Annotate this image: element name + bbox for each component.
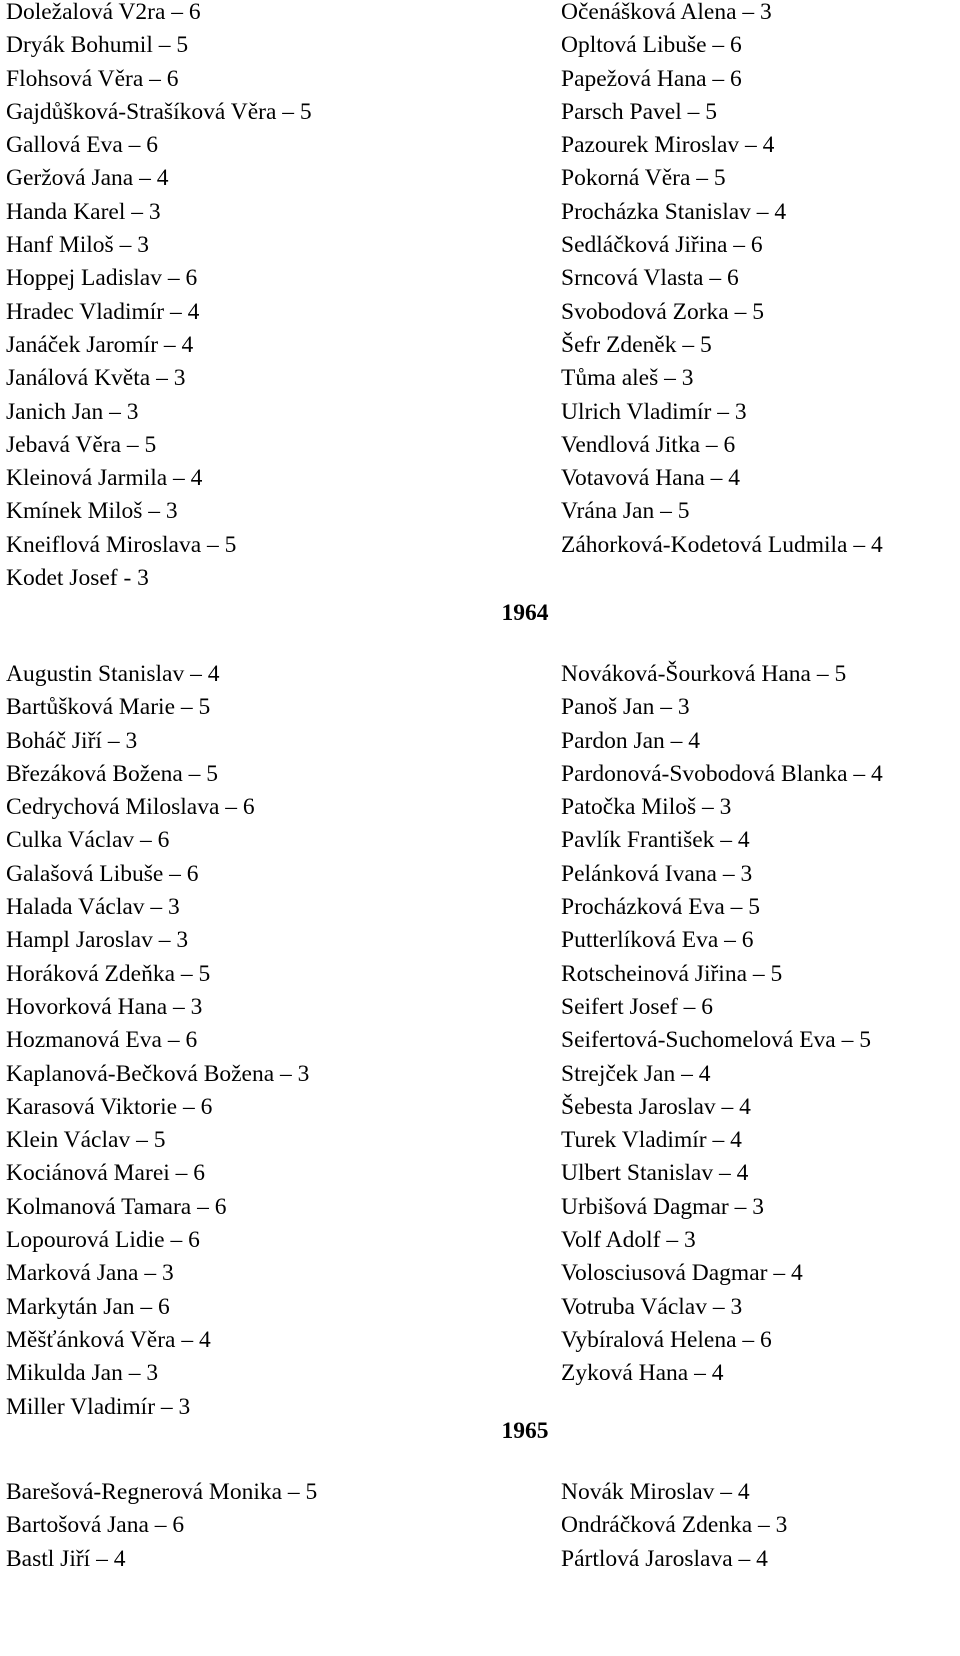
list-item: Záhorková-Kodetová Ludmila – 4 [561,531,883,558]
column-right [561,0,883,562]
column-left [6,1476,317,1576]
list-item: Gallová Eva – 6 [6,132,159,159]
list-item: Barešová-Regnerová Monika – 5 [6,1479,318,1505]
list-item: Panoš Jan – 3 [561,694,690,721]
list-item: Culka Václav – 6 [6,827,170,854]
list-item: Halada Václav – 3 [6,894,180,921]
list-item: Turek Vladimír – 4 [561,1127,742,1154]
list-item: Hanf Miloš – 3 [6,232,149,259]
list-item: Očenášková Alena – 3 [561,0,772,25]
list-item: Ulrich Vladimír – 3 [561,398,747,425]
list-item: Rotscheinová Jiřina – 5 [561,960,783,987]
list-item: Votruba Václav – 3 [561,1293,743,1320]
list-item: Handa Karel – 3 [6,198,161,225]
section-1963 [6,0,956,596]
list-item: Vybíralová Helena – 6 [561,1326,772,1353]
list-item: Šebesta Jaroslav – 4 [561,1093,751,1120]
list-item: Pokorná Věra – 5 [561,165,726,192]
list-item: Ondráčková Zdenka – 3 [561,1512,788,1539]
column-right [561,1476,787,1576]
year-heading-1965: 1965 [501,1418,549,1444]
list-item: Mikulda Jan – 3 [6,1360,159,1387]
list-item: Papežová Hana – 6 [561,65,742,92]
list-item: Bartůšková Marie – 5 [6,694,211,721]
list-item: Kaplanová-Bečková Božena – 3 [6,1060,310,1087]
list-item: Bartošová Jana – 6 [6,1512,185,1539]
list-item: Volosciusová Dagmar – 4 [561,1260,803,1287]
list-item: Putterlíková Eva – 6 [561,927,754,954]
section-1964 [6,658,956,1428]
column-right [561,658,883,1391]
list-item: Ulbert Stanislav – 4 [561,1160,749,1187]
list-item: Kneiflová Miroslava – 5 [6,531,237,558]
list-item: Seifert Josef – 6 [561,993,714,1020]
column-left [6,0,312,595]
list-item: Lopourová Lidie – 6 [6,1227,200,1254]
list-item: Vrána Jan – 5 [561,498,690,525]
list-item: Bastl Jiří – 4 [6,1545,126,1572]
list-item: Pardonová-Svobodová Blanka – 4 [561,760,883,787]
year-heading-1964: 1964 [501,600,549,626]
list-item: Volf Adolf – 3 [561,1227,696,1254]
list-item: Doležalová V2ra – 6 [6,0,201,25]
list-item: Karasová Viktorie – 6 [6,1093,213,1120]
list-item: Svobodová Zorka – 5 [561,298,764,325]
list-item: Gajdůšková-Strašíková Věra – 5 [6,98,312,125]
list-item: Boháč Jiří – 3 [6,727,138,754]
list-item: Hovorková Hana – 3 [6,993,203,1020]
list-item: Březáková Božena – 5 [6,760,219,787]
list-item: Hampl Jaroslav – 3 [6,927,189,954]
list-item: Pardon Jan – 4 [561,727,701,754]
list-item: Kodet Josef - 3 [6,565,149,592]
list-item: Procházka Stanislav – 4 [561,198,787,225]
list-item: Pártlová Jaroslava – 4 [561,1545,768,1572]
list-item: Hradec Vladimír – 4 [6,298,200,325]
list-item: Kociánová Marei – 6 [6,1160,206,1187]
list-item: Pelánková Ivana – 3 [561,860,753,887]
list-item: Srncová Vlasta – 6 [561,265,739,292]
list-item: Pavlík František – 4 [561,827,750,854]
list-item: Zyková Hana – 4 [561,1360,724,1387]
list-item: Marková Jana – 3 [6,1260,174,1287]
list-item: Janáček Jaromír – 4 [6,331,194,358]
list-item: Strejček Jan – 4 [561,1060,711,1087]
list-item: Opltová Libuše – 6 [561,32,742,59]
list-item: Dryák Bohumil – 5 [6,32,189,59]
list-item: Cedrychová Miloslava – 6 [6,794,255,821]
list-item: Kolmanová Tamara – 6 [6,1193,227,1220]
list-item: Janich Jan – 3 [6,398,139,425]
list-item: Procházková Eva – 5 [561,894,761,921]
list-item: Hoppej Ladislav – 6 [6,265,198,292]
list-item: Hozmanová Eva – 6 [6,1027,198,1054]
list-item: Janálová Květa – 3 [6,365,186,392]
list-item: Votavová Hana – 4 [561,465,741,492]
list-item: Horáková Zdeňka – 5 [6,960,211,987]
list-item: Vendlová Jitka – 6 [561,431,736,458]
list-item: Nováková-Šourková Hana – 5 [561,661,847,687]
list-item: Urbišová Dagmar – 3 [561,1193,764,1220]
list-item: Augustin Stanislav – 4 [6,661,220,687]
list-item: Patočka Miloš – 3 [561,794,732,821]
list-item: Kleinová Jarmila – 4 [6,465,203,492]
list-item: Galašová Libuše – 6 [6,860,199,887]
list-item: Parsch Pavel – 5 [561,98,717,125]
list-item: Šefr Zdeněk – 5 [561,331,712,358]
list-item: Pazourek Miroslav – 4 [561,132,775,159]
list-item: Jebavá Věra – 5 [6,431,157,458]
list-item: Flohsová Věra – 6 [6,65,179,92]
list-item: Novák Miroslav – 4 [561,1479,750,1505]
list-item: Sedláčková Jiřina – 6 [561,232,763,259]
list-item: Geržová Jana – 4 [6,165,169,192]
list-item: Kmínek Miloš – 3 [6,498,178,525]
list-item: Markytán Jan – 6 [6,1293,170,1320]
list-item: Klein Václav – 5 [6,1127,166,1154]
list-item: Miller Vladimír – 3 [6,1393,191,1420]
list-item: Seifertová-Suchomelová Eva – 5 [561,1027,871,1054]
list-item: Měšťánková Věra – 4 [6,1326,211,1353]
column-left [6,658,309,1424]
list-item: Tůma aleš – 3 [561,365,694,392]
section-1965 [6,1476,956,1656]
